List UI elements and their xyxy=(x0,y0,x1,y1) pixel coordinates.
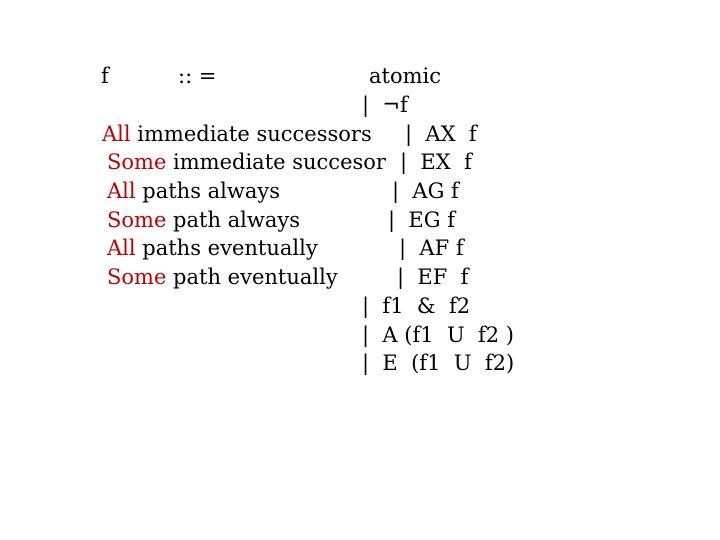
label-rest: paths always xyxy=(135,179,281,203)
production-atomic: atomic xyxy=(369,64,441,88)
label-rest: path always xyxy=(166,208,301,232)
production-eg: | EG f xyxy=(388,208,455,232)
label-rest: path eventually xyxy=(166,265,338,289)
production-conjunction: | f1 & f2 xyxy=(362,294,471,318)
production-ax: | AX f xyxy=(405,122,477,146)
production-ag: | AG f xyxy=(392,179,459,203)
quantifier-word: Some xyxy=(107,208,167,232)
label-some-path-eventually xyxy=(107,267,338,288)
production-ef: | EF f xyxy=(397,265,469,289)
quantifier-word: Some xyxy=(107,265,167,289)
quantifier-word: All xyxy=(102,122,131,146)
label-some-immediate-successor xyxy=(107,152,386,173)
production-ex: | EX f xyxy=(400,150,472,174)
production-a-until: | A (f1 U f2 ) xyxy=(362,323,514,347)
production-e-until: | E (f1 U f2) xyxy=(362,351,515,375)
grammar-lhs: f xyxy=(101,64,109,88)
grammar-defines-symbol: :: = xyxy=(178,64,217,88)
label-some-path-always xyxy=(107,210,300,231)
quantifier-word: Some xyxy=(107,150,167,174)
label-rest: immediate successors xyxy=(130,122,372,146)
label-rest: paths eventually xyxy=(135,236,318,260)
label-all-paths-always xyxy=(107,181,280,202)
quantifier-word: All xyxy=(107,179,136,203)
production-negation: | ¬f xyxy=(362,93,408,117)
label-all-immediate-successors xyxy=(102,124,372,145)
label-rest: immediate succesor xyxy=(166,150,386,174)
production-af: | AF f xyxy=(399,236,464,260)
quantifier-word: All xyxy=(107,236,136,260)
label-all-paths-eventually xyxy=(107,238,318,259)
